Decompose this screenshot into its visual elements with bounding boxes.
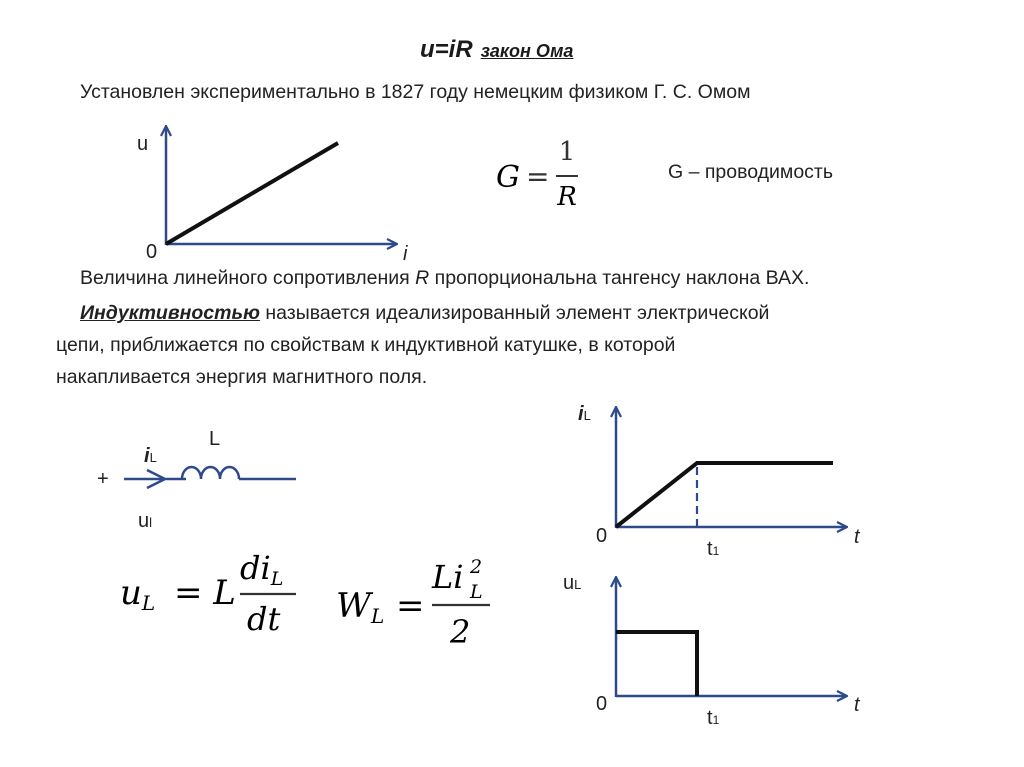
- ohm-graph-y-label: u: [137, 133, 149, 155]
- formula-ul: [120, 549, 296, 638]
- graph-ul-y-label: [563, 572, 581, 594]
- conductance-denominator: R: [557, 182, 577, 212]
- formula-ul-lhs-sub: L: [141, 591, 156, 615]
- graph-ul-tick-sub: 1: [712, 713, 720, 727]
- graph-ul-origin: 0: [596, 693, 608, 715]
- graph-il-y-letter: i: [578, 403, 584, 425]
- graph-ul-y-letter: u: [563, 572, 575, 594]
- ohm-graph-origin: 0: [146, 241, 158, 263]
- graph-il-y-sub: L: [583, 408, 591, 423]
- conductance-description: G – проводимость: [668, 161, 834, 183]
- formula-ul-lhs-letter: u: [120, 573, 142, 613]
- inductor-label: L: [209, 428, 221, 450]
- formula-wl-lhs: [336, 586, 384, 628]
- formula-ul-den: dt: [247, 600, 281, 638]
- circuit-voltage-label: [138, 510, 152, 532]
- ohm-statement: Установлен экспериментально в 1827 году немецким физиком Г. С. Омом: [80, 81, 751, 103]
- formula-wl-lhs-letter: W: [336, 586, 371, 626]
- graph-ul-curve: [616, 632, 697, 696]
- circuit-current-letter: i: [144, 445, 150, 467]
- inductor-circuit: [97, 428, 296, 532]
- inductor-coil: [182, 467, 239, 479]
- formula-wl-den: 2: [450, 613, 471, 651]
- inductance-line-3: накапливается энергия магнитного поля.: [56, 366, 428, 388]
- graph-il-curve: [616, 463, 833, 527]
- ohm-graph-line: [166, 143, 338, 244]
- formula-ul-lhs: [120, 573, 155, 615]
- inductance-term: Индуктивностью: [80, 302, 260, 324]
- conductance-lhs: G: [496, 160, 520, 195]
- circuit-voltage-letter: u: [138, 510, 150, 532]
- conductance-formula: [496, 137, 578, 212]
- circuit-current-label: [144, 445, 157, 467]
- formula-wl-num: Li: [432, 558, 464, 596]
- formula-ul-num: [240, 549, 283, 590]
- formula-wl: [336, 556, 490, 651]
- graph-ul-tick: [707, 707, 720, 729]
- circuit-voltage-sub: l: [149, 515, 153, 530]
- graph-il-tick-sub: 1: [712, 544, 720, 558]
- resistance-text-before: Величина линейного сопротивления: [80, 267, 416, 289]
- resistance-text-after: пропорциональна тангенсу наклона ВАХ.: [429, 267, 810, 289]
- graph-ul-y-sub: L: [574, 577, 582, 592]
- formula-wl-num-sup: 2: [470, 556, 483, 578]
- title-formula: u=iR: [420, 36, 473, 63]
- ohm-graph-x-label: i: [403, 243, 408, 265]
- graph-ul-tick-letter: t: [707, 707, 713, 729]
- formula-wl-num-sub: L: [470, 581, 483, 603]
- graph-ul-x-label: t: [854, 694, 860, 716]
- formula-ul-num-text: di: [240, 549, 271, 587]
- formula-ul-eq: = L: [174, 573, 236, 613]
- formula-wl-lhs-sub: L: [370, 604, 385, 628]
- graph-il-x-label: t: [854, 526, 860, 548]
- ohm-graph: [137, 127, 408, 265]
- inductance-line-2: цепи, приближается по свойствам к индуктивной катушке, в которой: [56, 334, 676, 356]
- conductance-equals: =: [526, 160, 550, 193]
- graph-il-tick: [707, 538, 720, 560]
- resistance-symbol: R: [415, 267, 430, 289]
- graph-il: [578, 403, 861, 560]
- circuit-current-sub: L: [149, 450, 157, 465]
- conductance-numerator: 1: [558, 137, 576, 167]
- graph-ul: [563, 572, 861, 729]
- inductance-line-1-rest: называется идеализированный элемент электрической: [259, 302, 770, 324]
- graph-il-origin: 0: [596, 525, 608, 547]
- formula-ul-num-sub: L: [270, 568, 284, 590]
- formula-wl-eq: =: [396, 586, 425, 626]
- graph-il-tick-letter: t: [707, 538, 713, 560]
- title-subtitle: закон Ома: [480, 41, 574, 61]
- graph-il-y-label: [578, 403, 591, 425]
- circuit-plus-sign: +: [97, 468, 109, 490]
